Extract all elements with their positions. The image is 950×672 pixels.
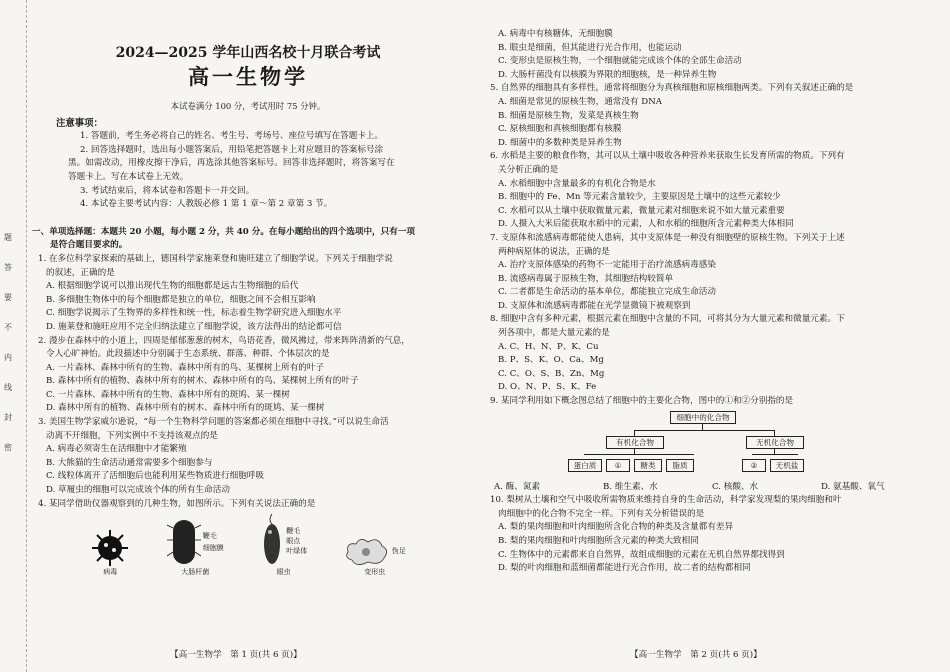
question-3: 3. 美国生物学家威尔逊说，“每一个生物科学问题的答案都必须在细胞中寻找。”可以说生命活 [38,417,389,428]
question-6-cont: 关分析正确的是 [498,164,559,175]
option: C. 线粒体离开了活细胞后也能利用某些物质进行细胞呼吸 [46,471,264,482]
gutter-char: 不 [4,323,12,332]
organism-figure [32,513,464,577]
option: C. 水稻可以从土壤中获取微量元素，微量元素对细胞来说不如大量元素重要 [498,205,785,216]
euglena-icon [260,514,284,568]
option: C. 原核细胞和真核细胞都有核膜 [498,124,622,135]
subject-title: 高一生物学 [188,64,308,89]
option: B. 眼虫是细菌，但其能进行光合作用，也能运动 [498,42,682,53]
notice-line: 答题卡上。写在本试卷上无效。 [68,171,189,182]
option: A. C、H、N、P、K、Cu [498,341,599,352]
page-footer: 【高一生物学 第 1 页(共 6 页)】 [170,650,302,660]
bacterium-icon [167,516,201,568]
option: C. C、O、S、B、Zn、Mg [498,368,605,379]
right-page [470,0,950,672]
option: D. 森林中所有的植物、森林中所有的树木、森林中所有的斑鸠、某一棵树 [46,403,325,414]
notice-heading: 注意事项： [56,117,103,129]
gutter-char: 题 [4,233,12,242]
part-label: 叶绿体 [286,547,308,556]
diagram-leaf: 糖类 [634,459,662,472]
diagram-organic: 有机化合物 [606,436,664,449]
part-label: 鞭毛 [202,532,217,541]
part-label: 眼点 [286,537,301,546]
diagram-line [584,454,694,455]
notice-line: 2. 回答选择题时，选出每小题答案后，用铅笔把答题卡上对应题目的答案标号涂 [80,144,384,155]
figure-label: 病毒 [103,568,118,577]
diagram-leaf: ① [606,459,630,472]
question-2-cont: 令人心旷神怡。此段描述中分别属于生态系统、群落、种群、个体层次的是 [46,349,330,360]
gutter-char: 封 [4,413,12,422]
question-10: 10. 梨树从土壤和空气中吸收所需物质来维持自身的生命活动，科学家发现梨的果肉细胞和叶 [490,495,842,506]
question-1: 1. 在多位科学家探索的基础上，德国科学家施莱登和施旺建立了细胞学说。下列关于细胞学说 [38,253,393,264]
question-10-cont: 肉细胞中的化合物不完全一样。下列有关分析错误的是 [498,508,705,519]
option: D. 人摄入大米后能获取水稻中的元素，人和水稻的细胞所含元素种类大体相同 [498,219,794,230]
option: D. 梨的叶肉细胞和蓝细菌都能进行光合作用，故二者的结构都相同 [498,563,751,574]
exam-title: 2024—2025 学年山西名校十月联合考试 [115,45,381,61]
option: A. 病毒中有核糖体，无细胞膜 [498,29,613,39]
virus-icon [90,528,130,568]
diagram-line [634,430,774,431]
question-2: 2. 漫步在森林中的小道上，四周是郁郁葱葱的树木，鸟语花香，微风拂过，带来阵阵清新的气息， [38,335,410,346]
section-heading-cont: 是符合题目要求的。 [50,240,128,251]
diagram-line [752,454,798,455]
diagram-inorganic: 无机化合物 [746,436,804,449]
option: D. 草履虫的细胞可以完成该个体的所有生命活动 [46,485,230,496]
gutter-char: 线 [4,383,12,392]
option: C. 细胞学说揭示了生物界的多样性和统一性，标志着生物学研究进入细胞水平 [46,308,342,319]
question-8-cont: 列各项中，都是大量元素的是 [498,328,610,339]
question-9-options [484,481,930,495]
option: A. 水稻细胞中含量最多的有机化合物是水 [498,178,656,189]
left-column [32,0,464,577]
part-label: 细胞膜 [202,544,224,553]
binding-gutter [0,0,27,672]
question-4: 4. 某同学借助仪器观察到的几种生物，如图所示。下列有关说法正确的是 [38,498,316,509]
option: C. 一片森林、森林中所有的生物、森林中所有的斑鸠、某一棵树 [46,389,290,400]
option: B. 流感病毒属于原核生物，其细胞结构较简单 [498,273,674,284]
option: B. 细胞中的 Fe、Mn 等元素含量较少，主要原因是土壤中的这些元素较少 [498,192,781,203]
question-7-cont: 两种病原体的说法，正确的是 [498,246,610,257]
diagram-leaf: 脂质 [666,459,694,472]
concept-diagram [484,409,930,481]
question-5: 5. 自然界的细胞具有多样性，通常将细胞分为真核细胞和原核细胞两类。下列有关叙述正确的是 [490,83,854,94]
option: A. 一片森林、森林中所有的生物、森林中所有的鸟、某棵树上所有的叶子 [46,362,325,373]
option: B. 多细胞生物体中的每个细胞都是独立的单位，细胞之间不会相互影响 [46,294,316,305]
option: A. 治疗支原体感染的药物不一定能用于治疗流感病毒感染 [498,260,716,271]
question-3-cont: 动离不开细胞，下列实例中不支持该观点的是 [46,430,218,441]
figure-label: 变形虫 [364,568,386,577]
option: B. 维生素、水 [603,481,658,492]
exam-meta: 本试卷满分 100 分，考试用时 75 分钟。 [170,101,326,111]
diagram-leaf: 无机盐 [770,459,804,472]
right-column [484,28,930,576]
option: C. 核酸、水 [712,481,759,492]
figure-amoeba [344,534,406,577]
option: C. 生物体中的元素都来自自然界，故组成细胞的元素在无机自然界都找得到 [498,549,785,560]
figure-label: 眼虫 [276,568,291,577]
option: D. 大肠杆菌没有以核膜为界限的细胞核，是一种异养生物 [498,69,717,80]
diagram-leaf: ② [742,459,766,472]
gutter-char: 答 [4,263,12,272]
option: A. 酶、氮素 [494,481,541,492]
question-6: 6. 水稻是主要的粮食作物，其可以从土壤中吸收各种营养来获取生长发育所需的物质。下列有 [490,151,845,162]
part-label: 鞭毛 [286,527,301,536]
page-footer: 【高一生物学 第 2 页(共 6 页)】 [630,650,762,660]
diagram-root: 细胞中的化合物 [670,411,736,424]
left-page [0,0,470,672]
notice-line: 4. 本试卷主要考试内容：人教版必修 1 第 1 章～第 2 章第 3 节。 [80,199,333,210]
option: A. 梨的果肉细胞和叶肉细胞所含化合物的种类及含量都有差异 [498,522,734,533]
question-9: 9. 某同学利用如下概念图总结了细胞中的主要化合物，图中的①和②分别指的是 [490,396,794,407]
figure-virus [90,528,130,577]
option: A. 病毒必须寄生在活细胞中才能繁殖 [46,444,187,455]
question-8: 8. 细胞中含有多种元素，根据元素在细胞中含量的不同，可将其分为大量元素和微量元素。下 [490,314,845,325]
option: C. 二者都是生命活动的基本单位，都能独立完成生命活动 [498,287,716,298]
question-1-cont: 的叙述，正确的是 [46,267,115,278]
option: D. O、N、P、S、K、Fe [498,382,597,393]
figure-label: 大肠杆菌 [181,568,210,577]
diagram-leaf: 蛋白质 [568,459,602,472]
option: D. 细菌中的多数种类是异养生物 [498,137,622,148]
figure-euglena [260,514,307,577]
section-heading: 一、单项选择题：本题共 20 小题，每小题 2 分，共 40 分。在每小题给出的四个选项中，只有一项 [32,226,416,237]
figure-ecoli [167,516,224,577]
part-label: 伪足 [391,546,406,555]
option: D. 施莱登和施旺应用不完全归纳法建立了细胞学说，该方法得出的结论都可信 [46,321,342,332]
option: A. 根据细胞学说可以推出现代生物的细胞都是远古生物细胞的后代 [46,281,299,292]
option: B. P、S、K、O、Ca、Mg [498,355,604,366]
option: B. 大熊猫的生命活动通常需要多个细胞参与 [46,457,213,468]
gutter-char: 密 [4,443,12,452]
option: A. 细菌是常见的原核生物，通常没有 DNA [498,96,662,107]
option: D. 氨基酸、氧气 [821,481,885,492]
amoeba-icon [344,534,390,568]
gutter-char: 内 [4,353,12,362]
option: B. 细菌是原核生物，发菜是真核生物 [498,110,639,121]
option: B. 梨的果肉细胞和叶肉细胞所含元素的种类大致相同 [498,536,699,546]
notice-line: 黑。如需改动，用橡皮擦干净后，再选涂其他答案标号。回答非选择题时，将答案写在 [68,158,395,169]
option: C. 变形虫是原核生物，一个细胞就能完成该个体的全部生命活动 [498,56,742,67]
notice-line: 3. 考试结束后，将本试卷和答题卡一并交回。 [80,185,255,196]
option: D. 支原体和流感病毒都能在光学显微镜下被观察到 [498,300,691,311]
notice-line: 1. 答题前，考生务必将自己的姓名、考生号、考场号、座位号填写在答题卡上。 [80,131,384,142]
question-7: 7. 支原体和流感病毒都能使人患病，其中支原体是一种没有细胞壁的原核生物。下列关于上述 [490,232,845,243]
option: B. 森林中所有的植物、森林中所有的树木、森林中所有的鸟、某棵树上所有的叶子 [46,376,359,387]
gutter-char: 要 [4,293,12,302]
